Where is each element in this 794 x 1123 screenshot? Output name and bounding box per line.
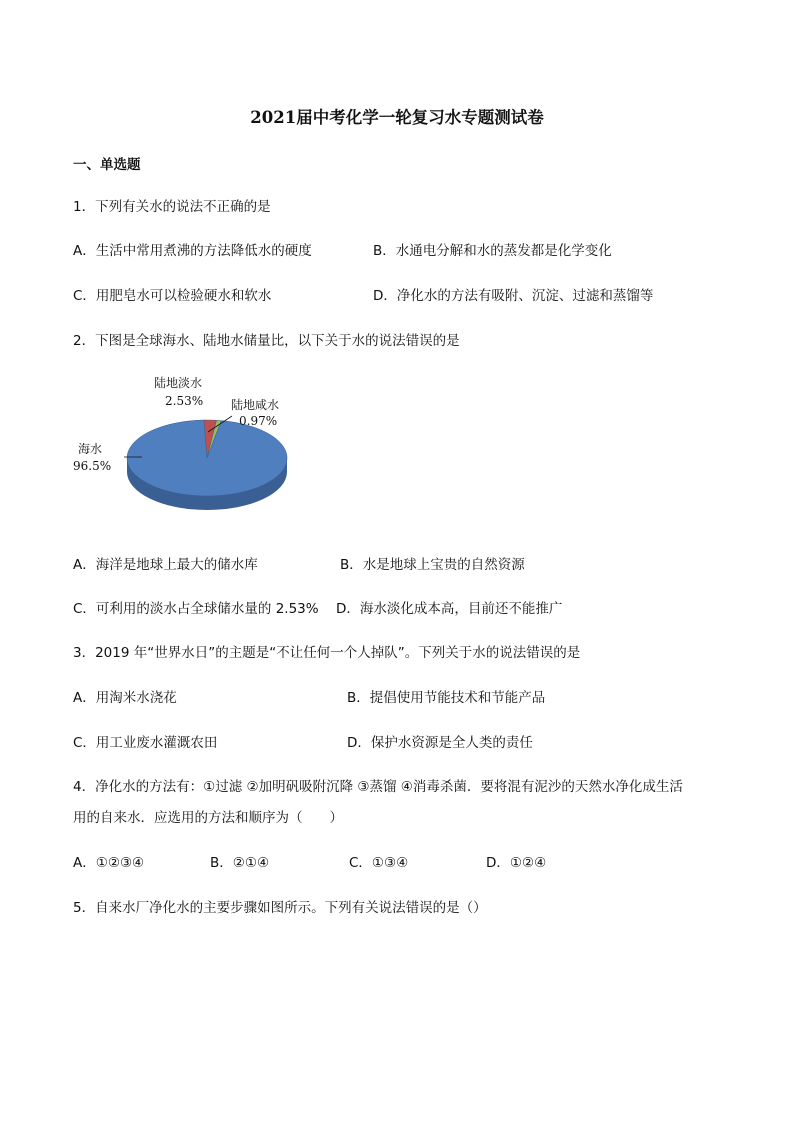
question-3-option-d: D．保护水资源是全人类的责任 (347, 735, 533, 751)
pie-label-seawater: 海水 (78, 442, 103, 456)
water-reserve-pie-chart (72, 372, 302, 532)
question-3-option-a: A．用淘米水浇花 (73, 690, 177, 706)
question-3-option-b: B．提倡使用节能技术和节能产品 (347, 690, 546, 706)
page-title: 2021届中考化学一轮复习水专题测试卷 (250, 108, 544, 127)
question-1-option-b: B．水通电分解和水的蒸发都是化学变化 (373, 243, 612, 259)
question-1-option-c: C．用肥皂水可以检验硬水和软水 (73, 288, 272, 304)
question-4-option-d: D．①②④ (486, 855, 547, 871)
question-1-option-a: A．生活中常用煮沸的方法降低水的硬度 (73, 243, 312, 259)
question-1-stem: 1．下列有关水的说法不正确的是 (73, 199, 271, 215)
question-2-option-c: C．可利用的淡水占全球储水量的 2.53% (73, 601, 319, 617)
pie-value-seawater: 96.5% (73, 459, 112, 473)
pie-label-saltwater: 陆地咸水 (231, 398, 280, 412)
question-3-stem: 3．2019 年“世界水日”的主题是“不让任何一个人掉队”。下列关于水的说法错误的是 (73, 645, 581, 661)
question-2-option-d: D．海水淡化成本高，目前还不能推广 (336, 601, 563, 617)
question-1-option-d: D．净化水的方法有吸附、沉淀、过滤和蒸馏等 (373, 288, 654, 304)
question-4-option-a: A．①②③④ (73, 855, 145, 871)
question-2-option-a: A．海洋是地球上最大的储水库 (73, 557, 258, 573)
question-2-option-b: B．水是地球上宝贵的自然资源 (340, 557, 525, 573)
pie-value-saltwater: 0.97% (239, 414, 278, 428)
question-4-stem-line-2: 用的自来水．应选用的方法和顺序为（ ） (73, 810, 343, 826)
question-2-stem: 2．下图是全球海水、陆地水储量比，以下关于水的说法错误的是 (73, 333, 460, 349)
pie-label-freshwater: 陆地淡水 (154, 376, 203, 390)
pie-top (127, 420, 287, 496)
question-4-stem-line-1: 4．净化水的方法有：①过滤 ②加明矾吸附沉降 ③蒸馏 ④消毒杀菌．要将混有泥沙的天然水净化成生活 (73, 779, 683, 795)
question-5-stem: 5．自来水厂净化水的主要步骤如图所示。下列有关说法错误的是（） (73, 900, 487, 916)
pie-value-freshwater: 2.53% (165, 394, 204, 408)
question-3-option-c: C．用工业废水灌溉农田 (73, 735, 218, 751)
question-4-option-b: B．②①④ (210, 855, 270, 871)
question-4-option-c: C．①③④ (349, 855, 409, 871)
section-heading: 一、单选题 (73, 157, 141, 173)
